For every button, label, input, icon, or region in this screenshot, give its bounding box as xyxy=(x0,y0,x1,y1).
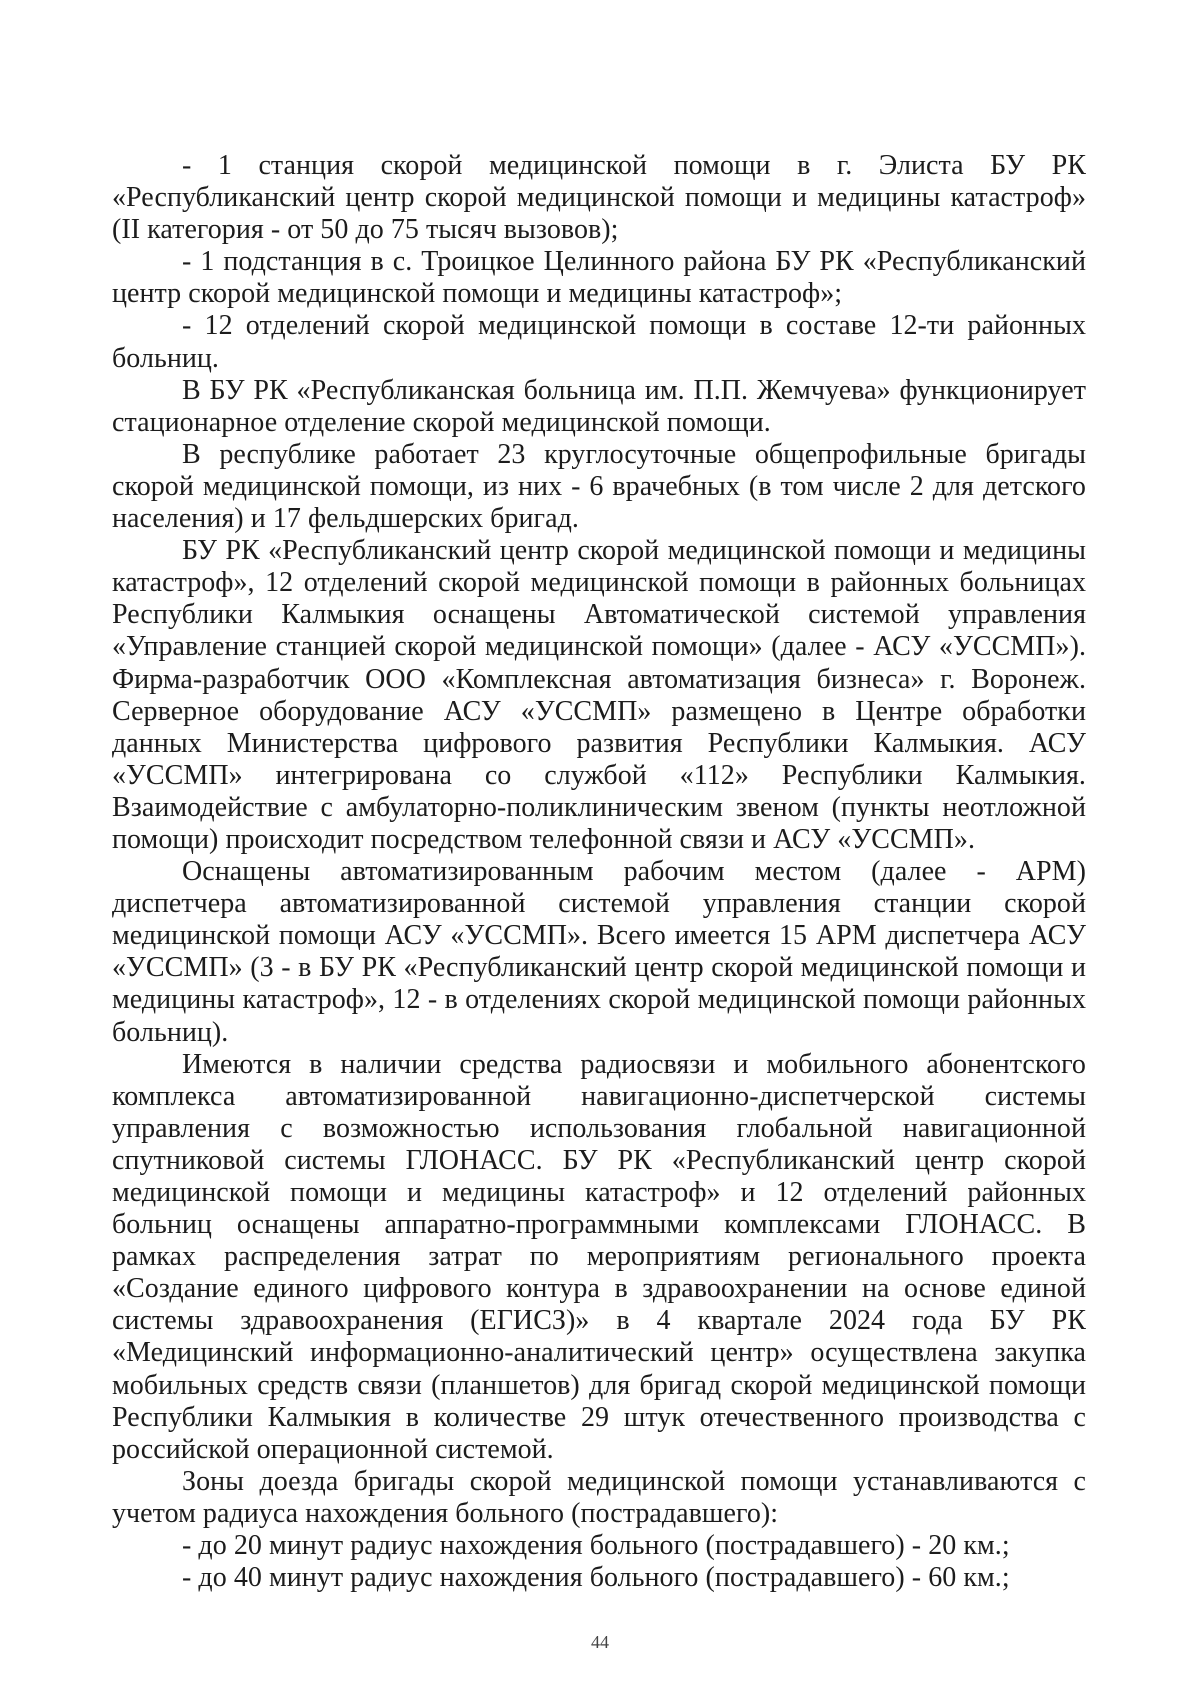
list-item-40-minutes: - до 40 минут радиус нахождения больного (пострадавшего) - 60 км.; xyxy=(182,1562,1010,1594)
list-item-20-minutes: - до 20 минут радиус нахождения больного (пострадавшего) - 20 км.; xyxy=(182,1530,1010,1562)
paragraph-zones: Зоны доезда бригады скорой медицинской помощи устанавливаются с учетом радиуса нахождения больного (пострадавшего): xyxy=(112,1465,1086,1529)
paragraph-departments: - 12 отделений скорой медицинской помощи в составе 12-ти районных больниц. xyxy=(112,310,1086,374)
paragraph-asu-system: БУ РК «Республиканский центр скорой медицинской помощи и медицины катастроф», 12 отделений скорой медицинской помощи в районных больницах Республики Калмыкия оснащены Автоматической системой управления «Управление станцией скорой медицинской помощи» (далее - АСУ «УССМП»). Фирма-разработчик ООО «Комплексная автоматизация бизнеса» г. Воронеж. Серверное оборудование АСУ «УССМП» размещено в Центре обработки данных Министерства цифрового развития Республики Калмыкия. АСУ «УССМП» интегрирована со службой «112» Республики Калмыкия. Взаимодействие с амбулаторно-поликлиническим звеном (пункты неотложной помощи) происходит посредством телефонной связи и АСУ «УССМП». xyxy=(112,535,1086,855)
paragraph-station: - 1 станция скорой медицинской помощи в г. Элиста БУ РК «Республиканский центр скорой медицинской помощи и медицины катастроф» (II категория - от 50 до 75 тысяч вызовов); xyxy=(112,150,1086,246)
document-body xyxy=(112,150,1086,1594)
paragraph-arm: Оснащены автоматизированным рабочим местом (далее - АРМ) диспетчера автоматизированной системой управления станции скорой медицинской помощи АСУ «УССМП». Всего имеется 15 АРМ диспетчера АСУ «УССМП» (3 - в БУ РК «Республиканский центр скорой медицинской помощи и медицины катастроф», 12 - в отделениях скорой медицинской помощи районных больниц). xyxy=(112,856,1086,1048)
paragraph-teams: В республике работает 23 круглосуточные общепрофильные бригады скорой медицинской помощи, из них - 6 врачебных (в том числе 2 для детского населения) и 17 фельдшерских бригад. xyxy=(112,438,1086,535)
paragraph-substation: - 1 подстанция в с. Троицкое Целинного района БУ РК «Республиканский центр скорой медицинской помощи и медицины катастроф»; xyxy=(112,246,1086,310)
paragraph-hospital: В БУ РК «Республиканская больница им. П.П. Жемчуева» функционирует стационарное отделение скорой медицинской помощи. xyxy=(112,374,1086,438)
page-number: 44 xyxy=(591,1632,609,1652)
paragraph-glonass: Имеются в наличии средства радиосвязи и мобильного абонентского комплекса автоматизированной навигационно-диспетчерской системы управления с возможностью использования глобальной навигационной спутниковой системы ГЛОНАСС. БУ РК «Республиканский центр скорой медицинской помощи и медицины катастроф» и 12 отделений районных больниц оснащены аппаратно-программными комплексами ГЛОНАСС. В рамках распределения затрат по мероприятиям регионального проекта «Создание единого цифрового контура в здравоохранении на основе единой системы здравоохранения (ЕГИСЗ)» в 4 квартале 2024 года БУ РК «Медицинский информационно-аналитический центр» осуществлена закупка мобильных средств связи (планшетов) для бригад скорой медицинской помощи Республики Калмыкия в количестве 29 штук отечественного производства с российской операционной системой. xyxy=(112,1048,1086,1465)
